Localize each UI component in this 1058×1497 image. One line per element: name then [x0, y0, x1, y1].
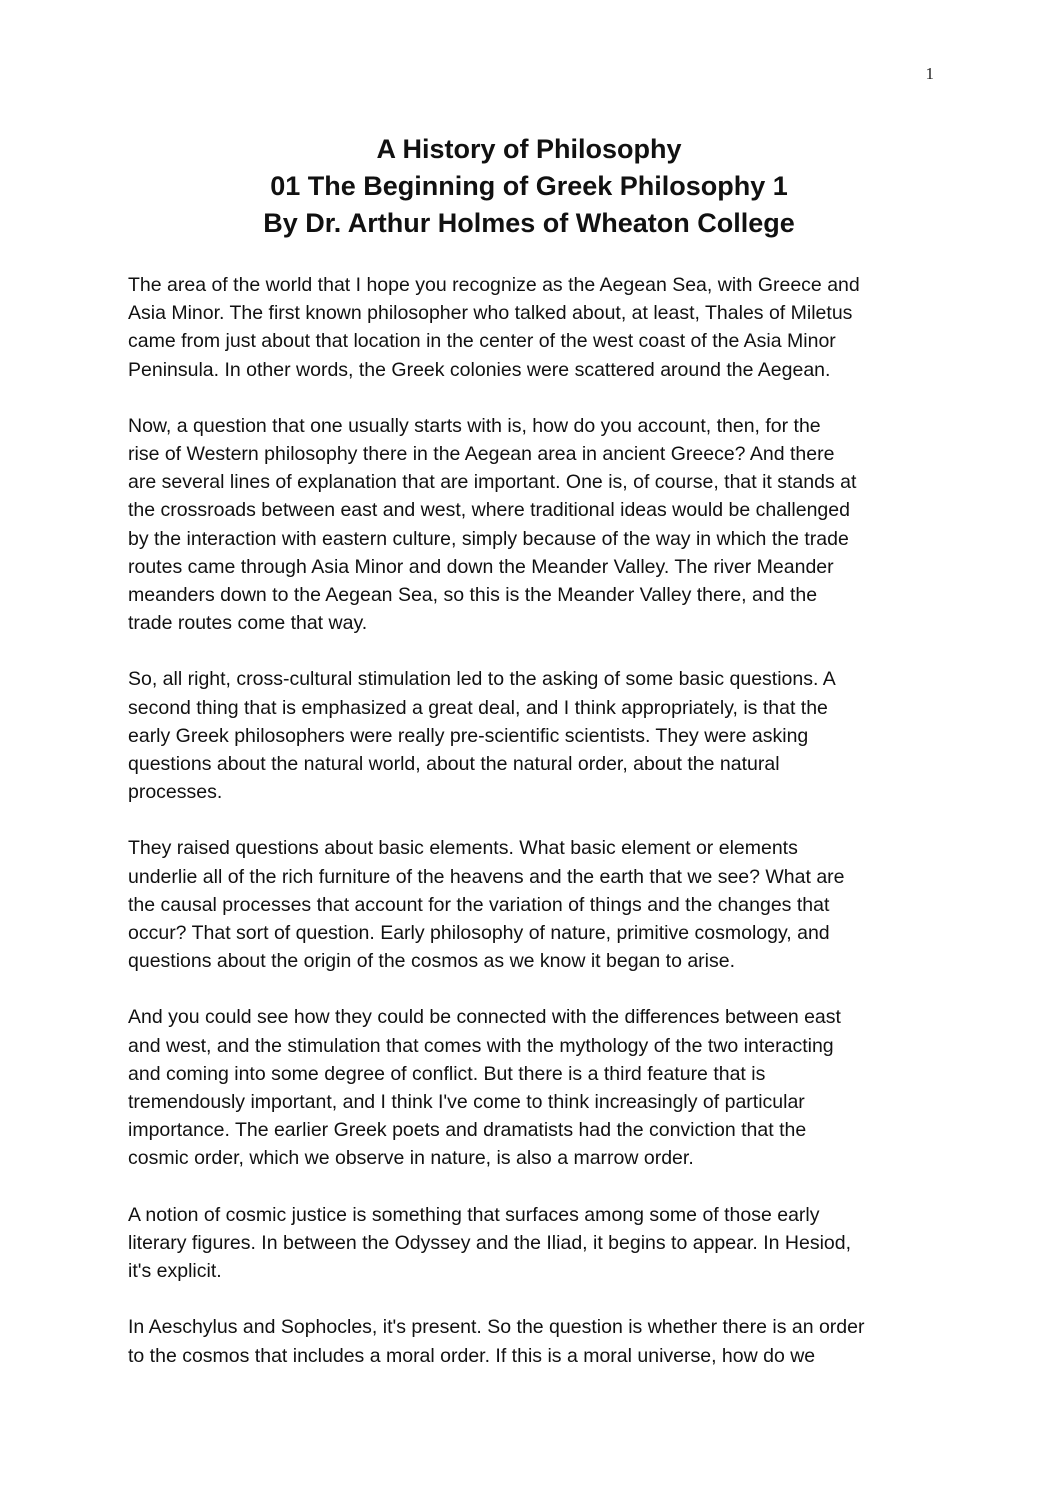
title-line-lecture: 01 The Beginning of Greek Philosophy 1 — [270, 171, 788, 201]
text-line: second thing that is emphasized a great deal, and I think appropriately, is that the — [128, 696, 828, 719]
text-line: They raised questions about basic elements. What basic element or elements — [128, 837, 798, 860]
page-number: 1 — [925, 64, 934, 83]
paragraph-1 — [128, 271, 930, 384]
text-line: And you could see how they could be connected with the differences between east — [128, 1006, 841, 1029]
document-body — [128, 271, 930, 1398]
text-line: trade routes come that way. — [128, 612, 368, 635]
text-line: the crossroads between east and west, where traditional ideas would be challenged — [128, 499, 850, 522]
paragraph-2 — [128, 412, 930, 638]
text-line: came from just about that location in the center of the west coast of the Asia Minor — [128, 330, 836, 353]
paragraph-3 — [128, 665, 930, 806]
text-line: routes came through Asia Minor and down the Meander Valley. The river Meander — [128, 555, 834, 578]
text-line: processes. — [128, 781, 223, 804]
paragraph-6 — [128, 1201, 930, 1286]
text-line: Peninsula. In other words, the Greek colonies were scattered around the Aegean. — [128, 358, 831, 381]
text-line: by the interaction with eastern culture, simply because of the way in which the trade — [128, 527, 849, 550]
title-line-main: A History of Philosophy — [376, 134, 682, 164]
text-line: questions about the natural world, about the natural order, about the natural — [128, 753, 780, 776]
text-line: Asia Minor. The first known philosopher who talked about, at least, Thales of Miletus — [128, 302, 853, 325]
paragraph-5 — [128, 1003, 930, 1172]
text-line: meanders down to the Aegean Sea, so this is the Meander Valley there, and the — [128, 584, 818, 607]
text-line: early Greek philosophers were really pre-scientific scientists. They were asking — [128, 724, 809, 747]
text-line: are several lines of explanation that are important. One is, of course, that it stands at — [128, 471, 857, 494]
text-line: questions about the origin of the cosmos as we know it began to arise. — [128, 950, 736, 973]
text-line: and west, and the stimulation that comes with the mythology of the two interacting — [128, 1034, 834, 1057]
text-line: literary figures. In between the Odyssey and the Iliad, it begins to appear. In Hesiod, — [128, 1231, 852, 1254]
text-line: In Aeschylus and Sophocles, it's present. So the question is whether there is an order — [128, 1316, 865, 1339]
text-line: tremendously important, and I think I've come to think increasingly of particular — [128, 1091, 805, 1114]
text-line: rise of Western philosophy there in the Aegean area in ancient Greece? And there — [128, 443, 835, 466]
text-line: Now, a question that one usually starts with is, how do you account, then, for the — [128, 414, 821, 437]
text-line: A notion of cosmic justice is something that surfaces among some of those early — [128, 1203, 820, 1226]
text-line: it's explicit. — [128, 1260, 222, 1283]
paragraph-4 — [128, 834, 930, 975]
text-line: So, all right, cross-cultural stimulation led to the asking of some basic questions. A — [128, 668, 836, 691]
document-title — [128, 131, 930, 242]
text-line: to the cosmos that includes a moral order. If this is a moral universe, how do we — [128, 1344, 816, 1367]
text-line: the causal processes that account for the variation of things and the changes that — [128, 893, 830, 916]
text-line: underlie all of the rich furniture of the heavens and the earth that we see? What are — [128, 865, 845, 888]
title-line-author: By Dr. Arthur Holmes of Wheaton College — [263, 208, 795, 238]
text-line: The area of the world that I hope you recognize as the Aegean Sea, with Greece and — [128, 274, 860, 296]
paragraph-7 — [128, 1313, 930, 1369]
text-line: and coming into some degree of conflict. But there is a third feature that is — [128, 1062, 766, 1085]
text-line: cosmic order, which we observe in nature, is also a marrow order. — [128, 1147, 694, 1170]
text-line: occur? That sort of question. Early philosophy of nature, primitive cosmology, and — [128, 922, 830, 945]
text-line: importance. The earlier Greek poets and dramatists had the conviction that the — [128, 1119, 807, 1142]
